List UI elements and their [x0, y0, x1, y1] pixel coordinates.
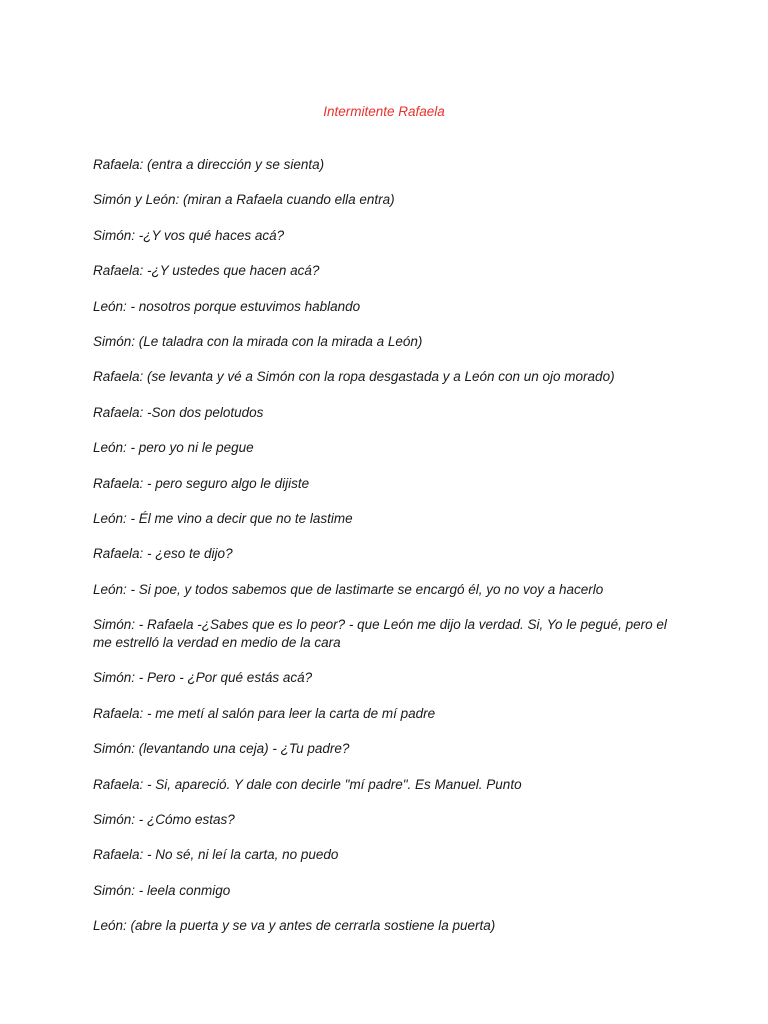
dialogue-line: Simón: (levantando una ceja) - ¿Tu padre? [93, 741, 350, 757]
dialogue-line: Rafaela: - me metí al salón para leer la carta de mí padre [93, 705, 436, 721]
dialogue-line: León: - Él me vino a decir que no te lastime [93, 510, 353, 526]
dialogue-line: Simón: -¿Y vos qué haces acá? [93, 227, 285, 243]
dialogue-line: Simón: (Le taladra con la mirada con la mirada a León) [93, 333, 423, 349]
dialogue-line: León: - pero yo ni le pegue [93, 440, 254, 456]
dialogue-line: Simón y León: (miran a Rafaela cuando ella entra) [93, 192, 395, 208]
dialogue-line: Rafaela: - ¿eso te dijo? [93, 546, 233, 562]
dialogue-list [93, 156, 673, 953]
dialogue-line: Simón: - ¿Cómo estas? [93, 812, 235, 828]
dialogue-line: León: - nosotros porque estuvimos hablando [93, 298, 361, 314]
dialogue-line: Rafaela: - pero seguro algo le dijiste [93, 475, 310, 491]
dialogue-line: Rafaela: - No sé, ni leí la carta, no puedo [93, 847, 339, 863]
dialogue-line: León: - Si poe, y todos sabemos que de lastimarte se encargó él, yo no voy a hacerlo [93, 581, 604, 597]
dialogue-line: Rafaela: (entra a dirección y se sienta) [93, 157, 325, 172]
dialogue-line: Rafaela: - Si, apareció. Y dale con decirle "mí padre". Es Manuel. Punto [93, 776, 522, 792]
dialogue-line: León: (abre la puerta y se va y antes de cerrarla sostiene la puerta) [93, 918, 496, 934]
document-title: Intermitente Rafaela [323, 104, 445, 119]
dialogue-line: Simón: - leela conmigo [93, 882, 231, 898]
dialogue-line: Simón: - Pero - ¿Por qué estás acá? [93, 670, 313, 686]
dialogue-line: Simón: - Rafaela -¿Sabes que es lo peor? - que León me dijo la verdad. Si, Yo le pegué, pero el me estrelló la verdad en medio de la cara [93, 617, 667, 651]
dialogue-line: Rafaela: (se levanta y vé a Simón con la ropa desgastada y a León con un ojo morado) [93, 369, 615, 385]
dialogue-line: Rafaela: -¿Y ustedes que hacen acá? [93, 263, 320, 279]
dialogue-line: Rafaela: -Son dos pelotudos [93, 404, 264, 420]
